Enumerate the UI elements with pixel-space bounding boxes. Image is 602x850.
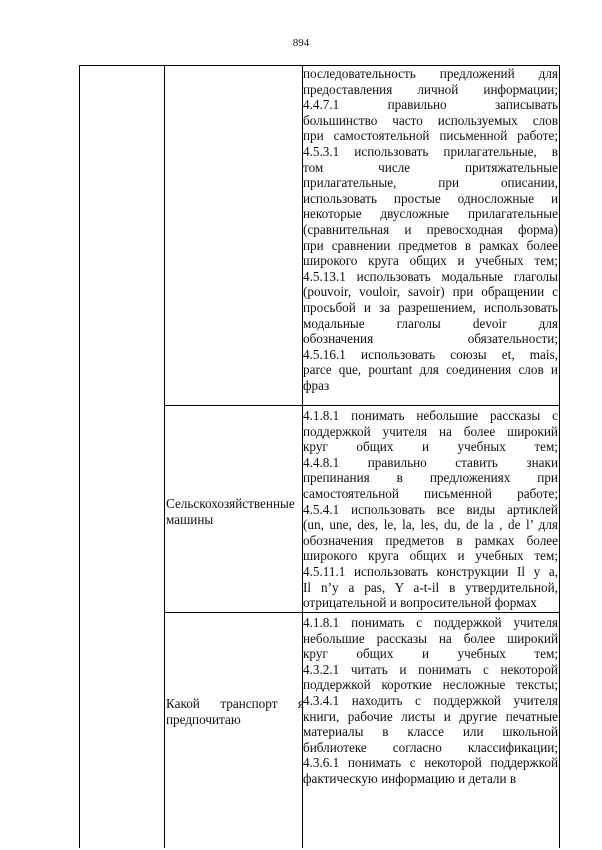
content-line: широкого круга общих и учебных тем; (303, 548, 558, 564)
content-line: (un, une, des, le, la, les, du, de la , de l’ для (303, 517, 558, 533)
content-line: прилагательные, при описании, (303, 175, 558, 191)
content-line: последовательность предложений для (303, 66, 558, 81)
content-line: фактическую информацию и детали в (303, 770, 517, 786)
content-line: библиотеке согласно классификации; (303, 739, 558, 755)
content-line: (сравнительная и превосходная форма) (303, 221, 558, 237)
content-line: том числе притяжательные (303, 159, 558, 175)
content-line: Il n’y a pas, Y a-t-il в утвердительной, (303, 579, 558, 595)
content-line: 4.1.8.1 понимать с поддержкой учителя (303, 615, 558, 630)
content-line: 4.3.4.1 находить с поддержкой учителя (303, 692, 558, 708)
row-3-topic-cell (166, 696, 304, 727)
content-line: предоставления личной информации; (303, 81, 558, 97)
column-divider-1 (164, 65, 165, 848)
content-line: широкого круга общих и учебных тем; (303, 253, 558, 269)
content-line: (pouvoir, vouloir, savoir) при обращении с (303, 284, 558, 300)
content-line: 4.4.8.1 правильно ставить знаки (303, 454, 558, 470)
topic-line: Какой транспорт я (166, 696, 304, 711)
content-line: небольшие рассказы на более широкий (303, 630, 558, 646)
content-line: фраз (303, 377, 330, 393)
content-line: материалы в классе или школьной (303, 724, 558, 740)
content-line: 4.5.11.1 использовать конструкции Il y a, (303, 563, 558, 579)
content-line: самостоятельной письменной работе; (303, 485, 558, 501)
content-line: 4.4.7.1 правильно записывать (303, 97, 558, 113)
topic-line: Сельскохозяйственные (166, 496, 295, 511)
content-line: отрицательной и вопросительной формах (303, 595, 537, 611)
content-line: препинания в предложениях при (303, 470, 558, 486)
content-line: большинство часто используемых слов (303, 112, 558, 128)
row-1-content-cell (303, 66, 558, 393)
row-divider-2 (164, 612, 560, 613)
content-line: круг общих и учебных тем; (303, 439, 558, 455)
page-number: 894 (292, 37, 310, 49)
row-2-topic-cell (166, 496, 304, 527)
content-line: 4.5.13.1 использовать модальные глаголы (303, 268, 558, 284)
content-line: просьбой и за разрешением, использовать (303, 299, 558, 315)
row-divider-1 (164, 405, 560, 406)
table-border-right (559, 65, 560, 848)
content-line: книги, рабочие листы и другие печатные (303, 708, 558, 724)
content-line: круг общих и учебных тем; (303, 646, 558, 662)
content-line: поддержкой учителя на более широкий (303, 423, 558, 439)
content-line: 4.3.6.1 понимать с некоторой поддержкой (303, 755, 558, 771)
content-line: 4.1.8.1 понимать небольшие рассказы с (303, 408, 558, 423)
content-line: 4.5.16.1 использовать союзы et, mais, (303, 346, 558, 362)
content-line: некоторые двусложные прилагательные (303, 206, 558, 222)
content-line: parce que, pourtant для соединения слов и (303, 362, 558, 378)
topic-line: машины (166, 511, 214, 527)
content-line: 4.5.3.1 использовать прилагательные, в (303, 143, 558, 159)
content-line: при сравнении предметов в рамках более (303, 237, 558, 253)
content-line: 4.3.2.1 читать и понимать с некоторой (303, 661, 558, 677)
row-2-content-cell (303, 408, 558, 611)
content-line: обозначения обязательности; (303, 331, 558, 347)
table-border-left (79, 65, 80, 848)
content-line: при самостоятельной письменной работе; (303, 128, 558, 144)
content-line: поддержкой короткие несложные тексты; (303, 677, 558, 693)
row-3-content-cell (303, 615, 558, 787)
content-line: 4.5.4.1 использовать все виды артиклей (303, 501, 558, 517)
content-line: обозначения предметов в рамках более (303, 532, 558, 548)
content-line: использовать простые односложные и (303, 190, 558, 206)
topic-line: предпочитаю (166, 711, 241, 727)
content-line: модальные глаголы devoir для (303, 315, 558, 331)
